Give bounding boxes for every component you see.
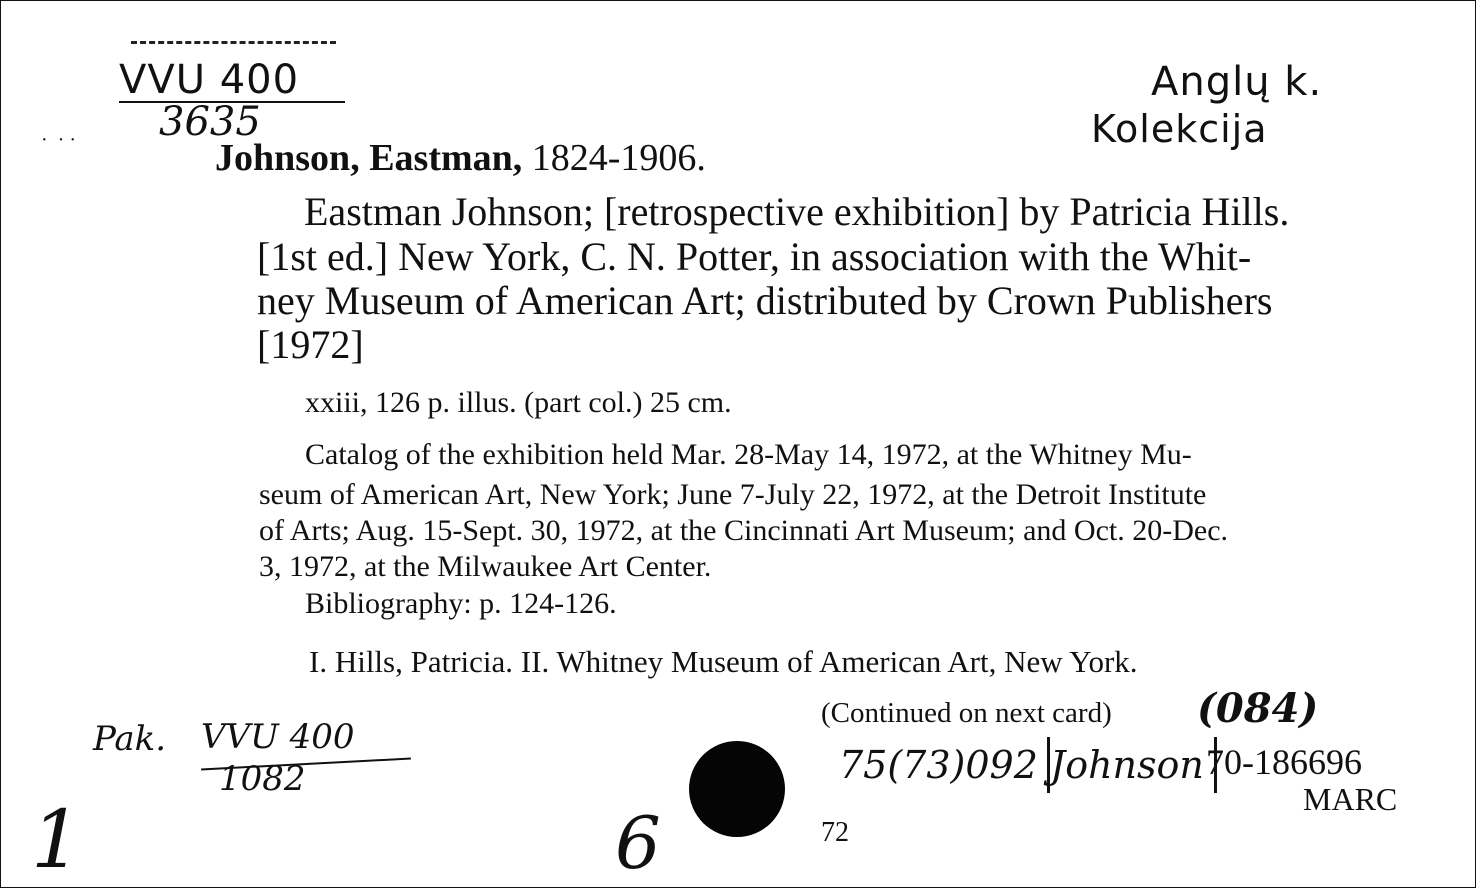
handwritten-pak-label: Pak. [93, 719, 167, 759]
continued-note: (Continued on next card) [821, 697, 1112, 729]
title-line-1: Eastman Johnson; [retrospective exhibition] by Patricia Hills. [304, 189, 1290, 234]
lccn-number: 70-186696 [1206, 742, 1362, 782]
note-line-3: of Arts; Aug. 15-Sept. 30, 1972, at the Cincinnati Art Museum; and Oct. 20-Dec. [259, 514, 1229, 547]
handwritten-pak-call: VVU 400 [201, 717, 355, 757]
punch-hole [689, 741, 785, 837]
specks: · · · [41, 129, 76, 151]
title-line-3: ney Museum of American Art; distributed by Crown Publishers [257, 278, 1273, 323]
call-number-sub: 3635 [159, 99, 261, 145]
handwritten-084: (084) [1197, 685, 1319, 732]
handwritten-class-number: 75(73)092 Johnson [839, 743, 1204, 787]
bibliography-note: Bibliography: p. 124-126. [305, 587, 617, 620]
language-note: Anglų k. [1151, 59, 1323, 105]
tracings: I. Hills, Patricia. II. Whitney Museum of American Art, New York. [309, 644, 1138, 679]
note-line-4: 3, 1972, at the Milwaukee Art Center. [259, 550, 712, 583]
handwritten-mark-1: 1 [31, 793, 82, 886]
note-line-1: Catalog of the exhibition held Mar. 28-May 14, 1972, at the Whitney Mu- [305, 438, 1192, 471]
title-line-4: [1972] [257, 322, 364, 367]
heading-dates: 1824-1906. [531, 137, 706, 179]
heading-name: Johnson, Eastman, [215, 137, 523, 179]
collection-note: Kolekcija [1091, 107, 1268, 151]
call-number-top: VVU 400 [119, 57, 300, 103]
marc-label: MARC [1303, 781, 1398, 817]
title-line-2: [1st ed.] New York, C. N. Potter, in association with the Whit- [257, 234, 1252, 279]
note-line-2: seum of American Art, New York; June 7-July 22, 1972, at the Detroit Institute [259, 478, 1207, 511]
handwritten-pak-number: 1082 [219, 759, 306, 799]
top-dashes [131, 41, 336, 44]
year-code: 72 [821, 817, 849, 848]
main-heading [215, 136, 706, 180]
collation: xxiii, 126 p. illus. (part col.) 25 cm. [305, 386, 732, 419]
handwritten-mark-6: 6 [615, 801, 661, 885]
